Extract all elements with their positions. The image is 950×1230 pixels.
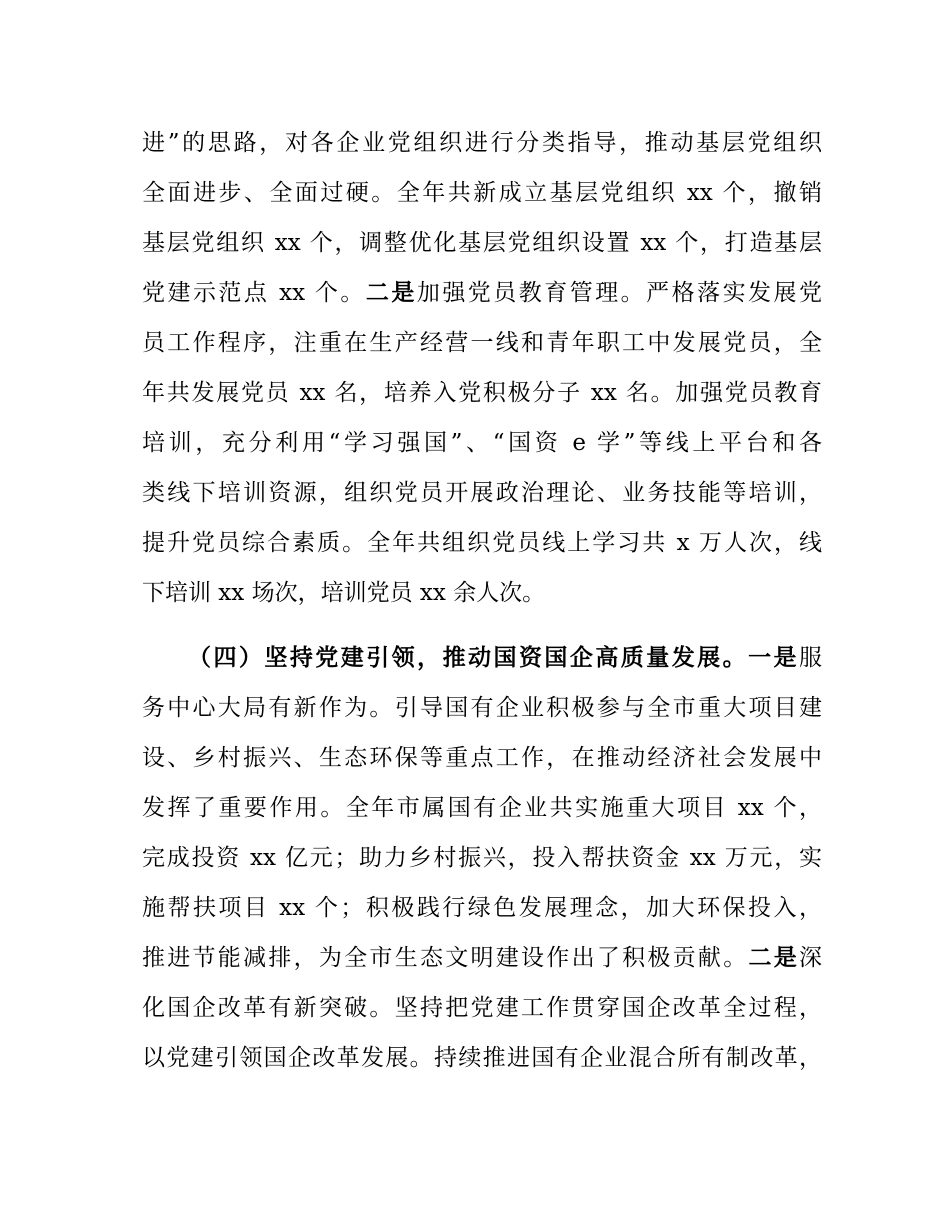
text-run: 服 (799, 645, 822, 671)
body-text-line: 培训，充分利用“学习强国”、“国资 e 学”等线上平台和各 (142, 430, 822, 456)
text-run: 加强党员教育管理。严格落实发展党 (416, 280, 822, 306)
body-text-line: 进”的思路，对各企业党组织进行分类指导，推动基层党组织 (142, 130, 822, 156)
body-text-line (142, 938, 822, 978)
body-text-line: 发挥了重要作用。全年市属国有企业共实施重大项目 xx 个， (142, 795, 822, 821)
body-text-line: 下培训 xx 场次，培训党员 xx 余人次。 (142, 580, 546, 606)
body-text-line: 年共发展党员 xx 名，培养入党积极分子 xx 名。加强党员教育 (142, 380, 822, 406)
text-run: 深 (799, 945, 822, 971)
section-heading: （四）坚持党建引领，推动国资国企高质量发展。 (188, 645, 749, 671)
body-text-line: 务中心大局有新作为。引导国有企业积极参与全市重大项目建 (142, 695, 822, 721)
body-text-line: 员工作程序，注重在生产经营一线和青年职工中发展党员，全 (142, 330, 822, 356)
body-text-line: 施帮扶项目 xx 个；积极践行绿色发展理念，加大环保投入， (142, 895, 822, 921)
body-text-line: 设、乡村振兴、生态环保等重点工作，在推动经济社会发展中 (142, 745, 822, 771)
body-text-line: 以党建引领国企改革发展。持续推进国有企业混合所有制改革， (142, 1045, 822, 1071)
emphasis-run: 二是 (748, 945, 800, 971)
emphasis-run: 二是 (365, 280, 417, 306)
text-run: 党建示范点 xx 个。 (142, 280, 366, 306)
section-heading-line (188, 638, 822, 678)
text-run: 推进节能减排，为全市生态文明建设作出了积极贡献。 (142, 945, 749, 971)
body-text-line: 全面进步、全面过硬。全年共新成立基层党组织 xx 个，撤销 (142, 180, 822, 206)
body-text-line: 提升党员综合素质。全年共组织党员线上学习共 x 万人次，线 (142, 530, 822, 556)
body-text-line: 化国企改革有新突破。坚持把党建工作贯穿国企改革全过程， (142, 995, 822, 1021)
emphasis-run: 一是 (748, 645, 800, 671)
body-text-line (142, 273, 822, 313)
body-text-line: 完成投资 xx 亿元；助力乡村振兴，投入帮扶资金 xx 万元，实 (142, 845, 822, 871)
body-text-line: 基层党组织 xx 个，调整优化基层党组织设置 xx 个，打造基层 (142, 230, 822, 256)
body-text-line: 类线下培训资源，组织党员开展政治理论、业务技能等培训， (142, 480, 822, 506)
